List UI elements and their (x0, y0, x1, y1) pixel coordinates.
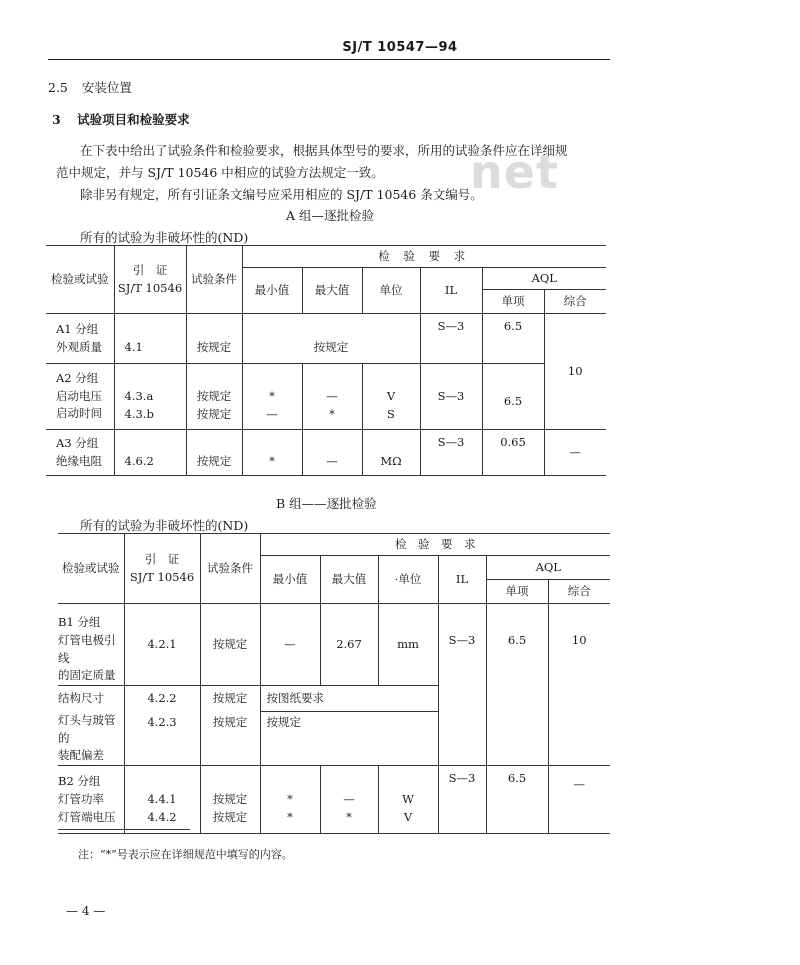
b1-ref2: 4.2.2 (124, 686, 200, 712)
a1-cond: 按规定 (186, 314, 242, 364)
table-a-subcaption: 所有的试验为非破坏性的(ND) (80, 230, 249, 245)
b2-total: — (548, 766, 610, 834)
header-total: 综合 (544, 290, 606, 314)
a2-il: S—3 (420, 364, 482, 430)
b2-unit1: W (402, 791, 414, 806)
watermark: net (470, 145, 559, 199)
section-number: 3 (52, 112, 61, 127)
a2-group: A2 分组 (56, 370, 99, 385)
a2-unit1: V (386, 388, 396, 403)
a2-min2: — (266, 406, 278, 421)
b2-il: S—3 (438, 766, 486, 834)
a2-aql: 6.5 (482, 364, 544, 430)
b1-cond2: 按规定 (200, 686, 260, 712)
section-number: 2.5 (48, 80, 68, 95)
a3-il: S—3 (420, 430, 482, 476)
header-test: 检验或试验 (58, 534, 124, 604)
b2-cond1: 按规定 (212, 791, 248, 806)
b1-name1b: 的固定质量 (58, 668, 116, 683)
table-a (46, 245, 606, 476)
paragraph-line-3: 除非另有规定，所有引证条文编号应采用相应的 SJ/T 10546 条文编号。 (80, 187, 483, 202)
header-il: IL (420, 268, 482, 314)
b1-name3a: 灯头与玻管的 (58, 712, 116, 745)
table-b (58, 533, 610, 834)
b1-cond1: 按规定 (200, 604, 260, 686)
b2-cond (200, 766, 260, 834)
header-unit: ·单位 (378, 556, 438, 604)
b1-req2: 按图纸要求 (260, 686, 438, 712)
a2-ref1: 4.3.a (124, 388, 154, 403)
b1-cond3: 按规定 (200, 712, 260, 766)
b1-unit1: mm (378, 604, 438, 686)
footnote: 注：“*”号表示应在详细规范中填写的内容。 (78, 848, 293, 861)
header-ref-line1: 引 证 (132, 262, 168, 277)
b1-max1: 2.67 (320, 604, 378, 686)
header-aql: AQL (482, 268, 606, 290)
a2-min1: * (269, 388, 275, 403)
a3-cond: 按规定 (186, 430, 242, 476)
header-req: 检 验 要 求 (260, 534, 610, 556)
a3-ref: 4.6.2 (114, 430, 186, 476)
a3-max: — (302, 430, 362, 476)
b1-name1a: 灯管电极引线 (58, 632, 116, 665)
b2-ref (124, 766, 200, 834)
a2-max (302, 364, 362, 430)
b1-aql: 6.5 (486, 604, 548, 766)
header-min: 最小值 (260, 556, 320, 604)
b2-ref1: 4.4.1 (147, 791, 177, 806)
header-min: 最小值 (242, 268, 302, 314)
b1-ref1: 4.2.1 (124, 604, 200, 686)
header-aql: AQL (486, 556, 610, 580)
header-test: 检验或试验 (46, 246, 114, 314)
b2-max (320, 766, 378, 834)
b2-test (58, 766, 124, 834)
header-total: 综合 (548, 580, 610, 604)
section-2-5 (48, 78, 132, 96)
b2-max2: * (346, 809, 352, 824)
header-ref-line1: 引 证 (144, 551, 180, 566)
section-title: 安装位置 (81, 80, 132, 95)
b2-name1: 灯管功率 (58, 791, 104, 806)
header-max: 最大值 (320, 556, 378, 604)
a3-group: A3 分组 (56, 435, 99, 450)
b2-unit2: V (403, 809, 413, 824)
header-ref (124, 534, 200, 604)
a3-name: 绝缘电阻 (56, 453, 102, 468)
a2-unit2: S (387, 406, 395, 421)
a3-test (46, 430, 114, 476)
a2-max2: * (329, 406, 335, 421)
a3-min: * (242, 430, 302, 476)
b1-name3b: 装配偏差 (58, 748, 104, 763)
a1-ref: 4.1 (114, 314, 186, 364)
header-single: 单项 (482, 290, 544, 314)
a2-name1: 启动电压 (56, 388, 102, 403)
b1-group: B1 分组 (58, 615, 101, 629)
b1-test2: 结构尺寸 (58, 686, 124, 712)
header-max: 最大值 (302, 268, 362, 314)
a2-test (46, 364, 114, 430)
a3-total: — (544, 430, 606, 476)
footnote-rule (58, 829, 190, 830)
a2-min (242, 364, 302, 430)
a2-unit (362, 364, 420, 430)
standard-number: SJ/T 10547—94 (342, 40, 458, 55)
b2-min1: * (287, 791, 293, 806)
paragraph-line-1: 在下表中给出了试验条件和检验要求，根据具体型号的要求，所用的试验条件应在详细规 (80, 143, 568, 158)
a1-test (46, 314, 114, 364)
header-ref (114, 246, 186, 314)
header-rule (48, 59, 610, 60)
a2-ref2: 4.3.b (124, 406, 154, 421)
header-ref-line2: SJ/T 10546 (129, 569, 195, 584)
table-a-caption: A 组—逐批检验 (286, 208, 375, 223)
header-single: 单项 (486, 580, 548, 604)
page-number: — 4 — (66, 904, 106, 918)
a2-cond (186, 364, 242, 430)
b1-req3: 按规定 (260, 712, 438, 766)
a1-il: S—3 (420, 314, 482, 364)
b1-total: 10 (548, 604, 610, 766)
b2-ref2: 4.4.2 (147, 809, 177, 824)
b1-ref3: 4.2.3 (124, 712, 200, 766)
a2-cond2: 按规定 (196, 406, 232, 421)
b2-max1: — (343, 791, 355, 806)
b2-unit (378, 766, 438, 834)
section-3 (52, 110, 190, 128)
header-req: 检 验 要 求 (242, 246, 606, 268)
a3-aql: 0.65 (482, 430, 544, 476)
header-cond: 试验条件 (200, 534, 260, 604)
a1-aql: 6.5 (482, 314, 544, 364)
table-b-caption: B 组——逐批检验 (276, 496, 377, 511)
a2-ref (114, 364, 186, 430)
header-ref-line2: SJ/T 10546 (117, 280, 183, 295)
a3-unit: MΩ (362, 430, 420, 476)
header-il: IL (438, 556, 486, 604)
a1-name: 外观质量 (56, 339, 102, 354)
section-title: 试验项目和检验要求 (77, 112, 190, 127)
a2-name2: 启动时间 (56, 406, 102, 421)
b2-cond2: 按规定 (212, 809, 248, 824)
a1-req: 按规定 (242, 314, 420, 364)
a12-total: 10 (544, 314, 606, 430)
b1-il: S—3 (438, 604, 486, 766)
b2-min (260, 766, 320, 834)
b2-min2: * (287, 809, 293, 824)
a1-group: A1 分组 (56, 321, 99, 336)
a2-cond1: 按规定 (196, 388, 232, 403)
a2-max1: — (326, 388, 338, 403)
table-b-subcaption: 所有的试验为非破坏性的(ND) (80, 518, 249, 533)
b2-name2: 灯管端电压 (58, 809, 116, 824)
paragraph-line-2: 范中规定，并与 SJ/T 10546 中相应的试验方法规定一致。 (56, 165, 384, 180)
b2-group: B2 分组 (58, 773, 101, 788)
header-cond: 试验条件 (186, 246, 242, 314)
b1-min1: — (260, 604, 320, 686)
header-unit: 单位 (362, 268, 420, 314)
b2-aql: 6.5 (486, 766, 548, 834)
b1-test1 (58, 604, 124, 686)
b1-test3 (58, 712, 124, 766)
